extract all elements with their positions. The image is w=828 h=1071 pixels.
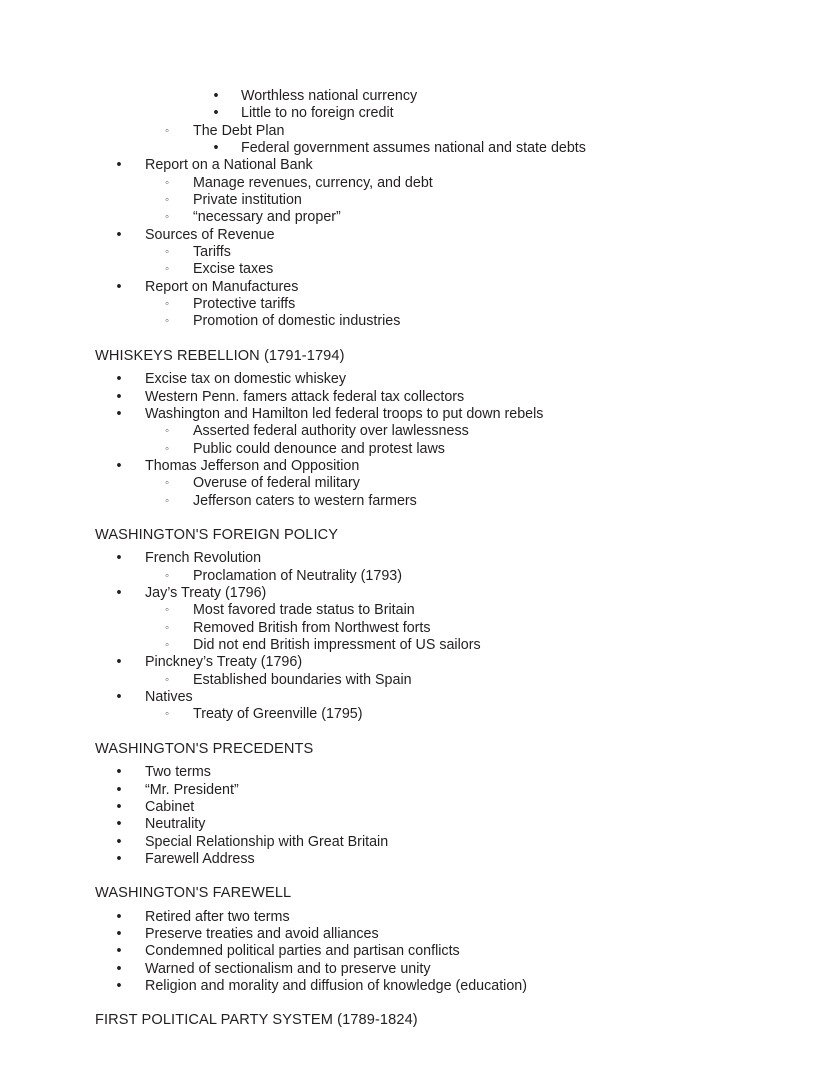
- outline-item-level-2: [0, 261, 828, 278]
- bullet-icon: •: [116, 405, 122, 422]
- outline-item-level-2: [0, 244, 828, 261]
- outline-item-text: Pinckney’s Treaty (1796): [145, 654, 303, 671]
- bullet-icon: •: [116, 850, 122, 867]
- bullet-icon: •: [116, 278, 122, 295]
- bullet-icon: •: [116, 654, 122, 671]
- bullet-icon: •: [116, 550, 122, 567]
- bullet-icon: •: [116, 781, 122, 798]
- outline-item-text: Preserve treaties and avoid alliances: [145, 926, 379, 943]
- outline-item-level-1: [0, 834, 828, 851]
- outline-item-text: Natives: [145, 689, 193, 706]
- outline-item-text: Condemned political parties and partisan conflicts: [145, 943, 460, 960]
- outline-item-level-1: [0, 926, 828, 943]
- outline-item-text: Most favored trade status to Britain: [193, 602, 415, 619]
- hollow-bullet-icon: ◦: [164, 176, 170, 189]
- outline-item-text: Treaty of Greenville (1795): [193, 706, 363, 723]
- section-heading: WHISKEYS REBELLION (1791-1794): [95, 347, 345, 364]
- hollow-bullet-icon: ◦: [164, 708, 170, 721]
- outline-item-text: “necessary and proper”: [193, 209, 341, 226]
- outline-item-level-1: [0, 585, 828, 602]
- hollow-bullet-icon: ◦: [164, 494, 170, 507]
- outline-item-level-2: [0, 475, 828, 492]
- hollow-bullet-icon: ◦: [164, 621, 170, 634]
- section-heading: WASHINGTON'S PRECEDENTS: [95, 740, 314, 757]
- hollow-bullet-icon: ◦: [164, 477, 170, 490]
- outline-item-text: Sources of Revenue: [145, 226, 275, 243]
- outline-list: [0, 764, 828, 868]
- outline-item-text: Washington and Hamilton led federal troops to put down rebels: [145, 405, 544, 422]
- outline-item-level-1: [0, 909, 828, 926]
- outline-item-level-2: [0, 175, 828, 192]
- bullet-icon: •: [116, 371, 122, 388]
- hollow-bullet-icon: ◦: [164, 315, 170, 328]
- outline-item-text: Public could denounce and protest laws: [193, 440, 445, 457]
- outline-item-level-1: [0, 764, 828, 781]
- outline-item-level-1: [0, 550, 828, 567]
- outline-item-text: Worthless national currency: [241, 88, 418, 104]
- outline-item-text: Jay’s Treaty (1796): [145, 585, 267, 602]
- outline-item-text: Private institution: [193, 192, 302, 209]
- outline-item-level-1: [0, 654, 828, 671]
- outline-item-level-2: [0, 637, 828, 654]
- outline-list: [0, 909, 828, 996]
- outline-item-text: Overuse of federal military: [193, 475, 360, 492]
- outline-item-level-2: [0, 123, 828, 140]
- bullet-icon: •: [116, 908, 122, 925]
- outline-item-level-2: [0, 672, 828, 689]
- outline-item-level-1: [0, 227, 828, 244]
- outline-item-text: Little to no foreign credit: [241, 105, 394, 122]
- outline-item-level-1: [0, 389, 828, 406]
- outline-item-level-2: [0, 423, 828, 440]
- outline-item-level-1: [0, 458, 828, 475]
- outline-list: [0, 88, 828, 331]
- outline-item-text: Protective tariffs: [193, 296, 296, 313]
- bullet-icon: •: [116, 157, 122, 174]
- outline-item-level-1: [0, 782, 828, 799]
- outline-item-level-1: [0, 816, 828, 833]
- bullet-icon: •: [116, 689, 122, 706]
- outline-item-text: Excise tax on domestic whiskey: [145, 371, 347, 388]
- outline-item-text: Cabinet: [145, 798, 195, 815]
- hollow-bullet-icon: ◦: [164, 211, 170, 224]
- hollow-bullet-icon: ◦: [164, 246, 170, 259]
- bullet-icon: •: [116, 457, 122, 474]
- outline-item-text: Report on a National Bank: [145, 157, 313, 174]
- hollow-bullet-icon: ◦: [164, 442, 170, 455]
- outline-item-level-2: [0, 602, 828, 619]
- outline-item-text: Federal government assumes national and state debts: [241, 140, 586, 157]
- outline-list: [0, 550, 828, 723]
- hollow-bullet-icon: ◦: [164, 673, 170, 686]
- outline-item-text: Asserted federal authority over lawlessness: [193, 423, 469, 440]
- outline-item-text: Two terms: [145, 764, 211, 781]
- outline-item-text: Report on Manufactures: [145, 278, 299, 295]
- hollow-bullet-icon: ◦: [164, 124, 170, 137]
- outline-item-level-1: [0, 157, 828, 174]
- bullet-icon: •: [116, 388, 122, 405]
- outline-item-level-2: [0, 296, 828, 313]
- outline-item-level-2: [0, 441, 828, 458]
- outline-item-level-1: [0, 961, 828, 978]
- outline-item-level-2: [0, 192, 828, 209]
- outline-content: [0, 88, 828, 1036]
- outline-item-text: Tariffs: [193, 244, 231, 261]
- bullet-icon: •: [116, 943, 122, 960]
- section-heading: WASHINGTON'S FOREIGN POLICY: [95, 526, 339, 543]
- outline-item-text: Removed British from Northwest forts: [193, 619, 431, 636]
- outline-item-text: French Revolution: [145, 550, 262, 567]
- outline-item-level-2: [0, 313, 828, 330]
- outline-item-text: Neutrality: [145, 816, 206, 833]
- outline-item-text: Promotion of domestic industries: [193, 313, 401, 330]
- bullet-icon: •: [116, 798, 122, 815]
- outline-item-text: Did not end British impressment of US sailors: [193, 637, 481, 654]
- outline-item-text: Jefferson caters to western farmers: [193, 492, 417, 509]
- bullet-icon: •: [116, 978, 122, 995]
- outline-item-level-3: [0, 105, 828, 122]
- outline-item-text: Thomas Jefferson and Opposition: [145, 457, 360, 474]
- outline-item-level-3: [0, 88, 828, 105]
- outline-item-text: The Debt Plan: [193, 122, 285, 139]
- outline-item-text: Warned of sectionalism and to preserve unity: [145, 960, 431, 977]
- outline-item-level-1: [0, 406, 828, 423]
- hollow-bullet-icon: ◦: [164, 263, 170, 276]
- outline-item-text: “Mr. President”: [145, 781, 239, 798]
- hollow-bullet-icon: ◦: [164, 639, 170, 652]
- bullet-icon: •: [116, 833, 122, 850]
- bullet-icon: •: [116, 226, 122, 243]
- outline-item-level-1: [0, 851, 828, 868]
- outline-item-level-2: [0, 209, 828, 226]
- bullet-icon: •: [116, 585, 122, 602]
- bullet-icon: •: [213, 88, 219, 104]
- outline-item-text: Special Relationship with Great Britain: [145, 833, 389, 850]
- outline-item-text: Manage revenues, currency, and debt: [193, 174, 433, 191]
- outline-item-text: Retired after two terms: [145, 908, 290, 925]
- bullet-icon: •: [116, 960, 122, 977]
- hollow-bullet-icon: ◦: [164, 604, 170, 617]
- hollow-bullet-icon: ◦: [164, 569, 170, 582]
- bullet-icon: •: [116, 926, 122, 943]
- hollow-bullet-icon: ◦: [164, 425, 170, 438]
- outline-item-level-1: [0, 279, 828, 296]
- outline-item-level-1: [0, 799, 828, 816]
- outline-item-level-2: [0, 620, 828, 637]
- bullet-icon: •: [116, 816, 122, 833]
- outline-item-text: Western Penn. famers attack federal tax collectors: [145, 388, 465, 405]
- outline-item-level-1: [0, 978, 828, 995]
- hollow-bullet-icon: ◦: [164, 298, 170, 311]
- outline-item-level-2: [0, 493, 828, 510]
- section-heading: WASHINGTON'S FAREWELL: [95, 885, 292, 902]
- outline-item-level-1: [0, 371, 828, 388]
- outline-item-text: Farewell Address: [145, 850, 255, 867]
- bullet-icon: •: [116, 764, 122, 781]
- outline-item-text: Established boundaries with Spain: [193, 671, 412, 688]
- bullet-icon: •: [213, 105, 219, 122]
- bullet-icon: •: [213, 140, 219, 157]
- outline-item-level-1: [0, 689, 828, 706]
- section-heading: FIRST POLITICAL PARTY SYSTEM (1789-1824): [95, 1012, 418, 1029]
- outline-list: [0, 371, 828, 510]
- outline-item-text: Proclamation of Neutrality (1793): [193, 567, 402, 584]
- outline-item-text: Excise taxes: [193, 261, 274, 278]
- outline-item-level-2: [0, 568, 828, 585]
- outline-item-level-1: [0, 943, 828, 960]
- hollow-bullet-icon: ◦: [164, 194, 170, 207]
- outline-item-text: Religion and morality and diffusion of knowledge (education): [145, 978, 528, 995]
- outline-item-level-3: [0, 140, 828, 157]
- outline-item-level-2: [0, 706, 828, 723]
